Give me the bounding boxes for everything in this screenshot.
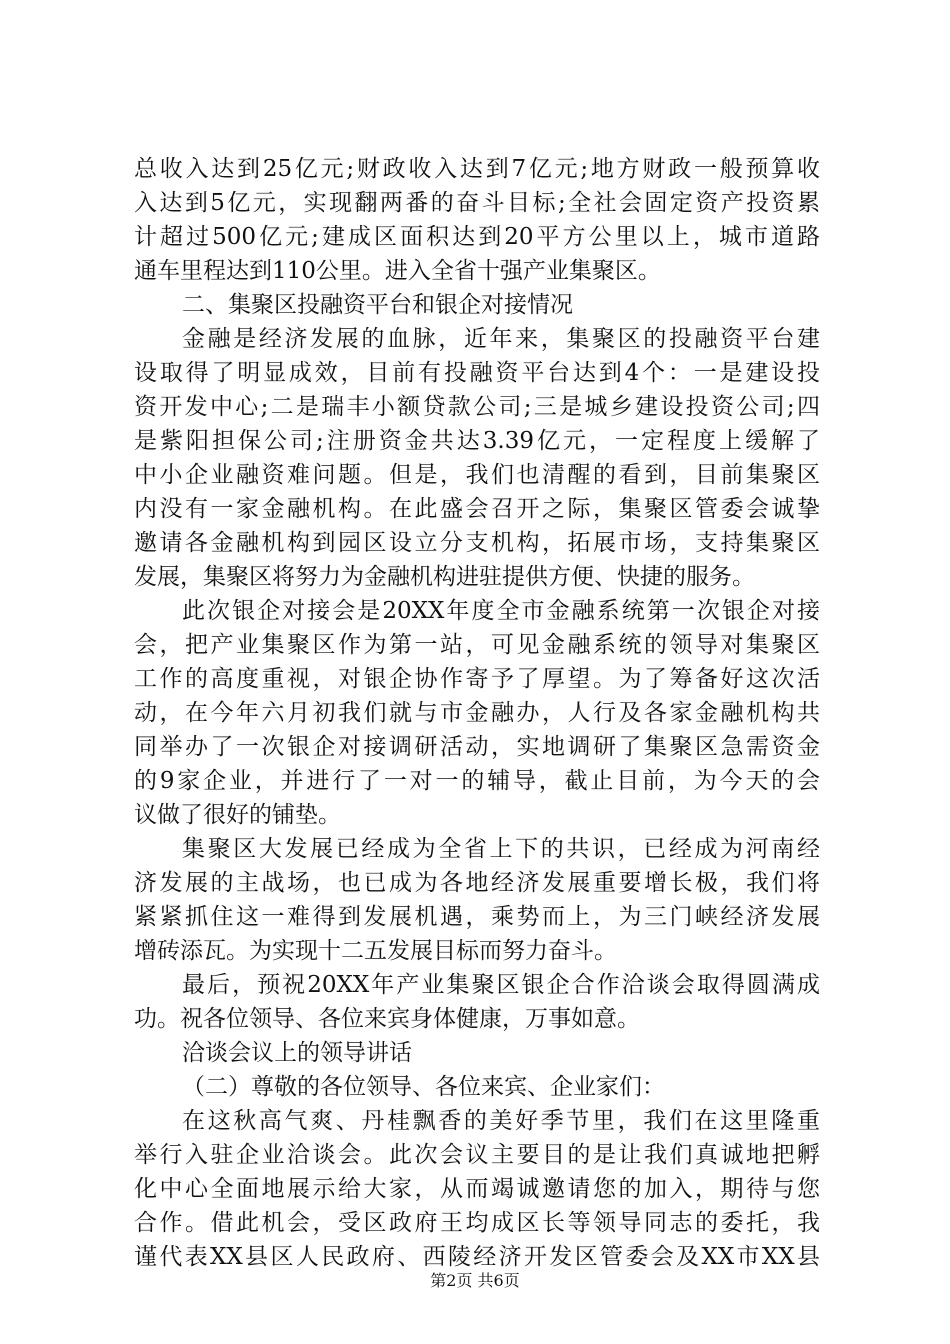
text-line: 工作的高度重视，对银企协作寄予了厚望。为了筹备好这次活 xyxy=(134,666,820,692)
page-footer xyxy=(0,1268,950,1291)
text-line: 同举办了一次银企对接调研活动，实地调研了集聚区急需资金 xyxy=(134,734,820,760)
text-line: 是紫阳担保公司;注册资金共达3.39亿元，一定程度上缓解了 xyxy=(134,428,820,454)
text-line: 集聚区大发展已经成为全省上下的共识，已经成为河南经 xyxy=(182,836,820,862)
text-line: 邀请各金融机构到园区设立分支机构，拓展市场，支持集聚区 xyxy=(134,530,820,556)
section-heading: 洽谈会议上的领导讲话 xyxy=(182,1040,412,1066)
text-line: 最后，预祝20XX年产业集聚区银企合作洽谈会取得圆满成 xyxy=(182,972,820,998)
text-line: 动，在今年六月初我们就与市金融办，人行及各家金融机构共 xyxy=(134,700,820,726)
text-line: 紧紧抓住这一难得到发展机遇，乘势而上，为三门峡经济发展 xyxy=(134,904,820,930)
text-line: 议做了很好的铺垫。 xyxy=(134,802,341,828)
text-line: 会，把产业集聚区作为第一站，可见金融系统的领导对集聚区 xyxy=(134,632,820,658)
text-line: 化中心全面地展示给大家，从而竭诚邀请您的加入，期待与您 xyxy=(134,1176,820,1202)
text-line: 设取得了明显成效，目前有投融资平台达到4个：一是建设投 xyxy=(134,360,820,386)
text-line: 计超过500亿元;建成区面积达到20平方公里以上，城市道路 xyxy=(134,224,820,250)
text-line: 金融是经济发展的血脉，近年来，集聚区的投融资平台建 xyxy=(182,326,820,352)
text-line: 发展，集聚区将努力为金融机构进驻提供方便、快捷的服务。 xyxy=(134,564,755,590)
text-line: 资开发中心;二是瑞丰小额贷款公司;三是城乡建设投资公司;四 xyxy=(134,394,820,420)
text-line: 功。祝各位领导、各位来宾身体健康，万事如意。 xyxy=(134,1006,640,1032)
text-line: 在这秋高气爽、丹桂飘香的美好季节里，我们在这里隆重 xyxy=(182,1108,820,1134)
text-line: 总收入达到25亿元;财政收入达到7亿元;地方财政一般预算收 xyxy=(134,156,820,182)
text-line: 入达到5亿元，实现翻两番的奋斗目标;全社会固定资产投资累 xyxy=(134,190,820,216)
text-line: 济发展的主战场，也已成为各地经济发展重要增长极，我们将 xyxy=(134,870,820,896)
page-number-label: 第2页 共6页 xyxy=(430,1271,520,1290)
text-line: 此次银企对接会是20XX年度全市金融系统第一次银企对接 xyxy=(182,598,820,624)
text-line: 通车里程达到110公里。进入全省十强产业集聚区。 xyxy=(134,258,661,284)
salutation: （二）尊敬的各位领导、各位来宾、企业家们： xyxy=(182,1074,665,1100)
section-heading: 二、集聚区投融资平台和银企对接情况 xyxy=(182,292,573,318)
text-line: 举行入驻企业洽谈会。此次会议主要目的是让我们真诚地把孵 xyxy=(134,1142,820,1168)
text-line: 内没有一家金融机构。在此盛会召开之际，集聚区管委会诚挚 xyxy=(134,496,820,522)
document-body xyxy=(134,152,820,1274)
text-line: 谨代表XX县区人民政府、西陵经济开发区管委会及XX市XX县 xyxy=(134,1244,820,1270)
text-line: 的9家企业，并进行了一对一的辅导，截止目前，为今天的会 xyxy=(134,768,820,794)
text-line: 合作。借此机会，受区政府王均成区长等领导同志的委托，我 xyxy=(134,1210,820,1236)
text-line: 中小企业融资难问题。但是，我们也清醒的看到，目前集聚区 xyxy=(134,462,820,488)
text-line: 增砖添瓦。为实现十二五发展目标而努力奋斗。 xyxy=(134,938,617,964)
